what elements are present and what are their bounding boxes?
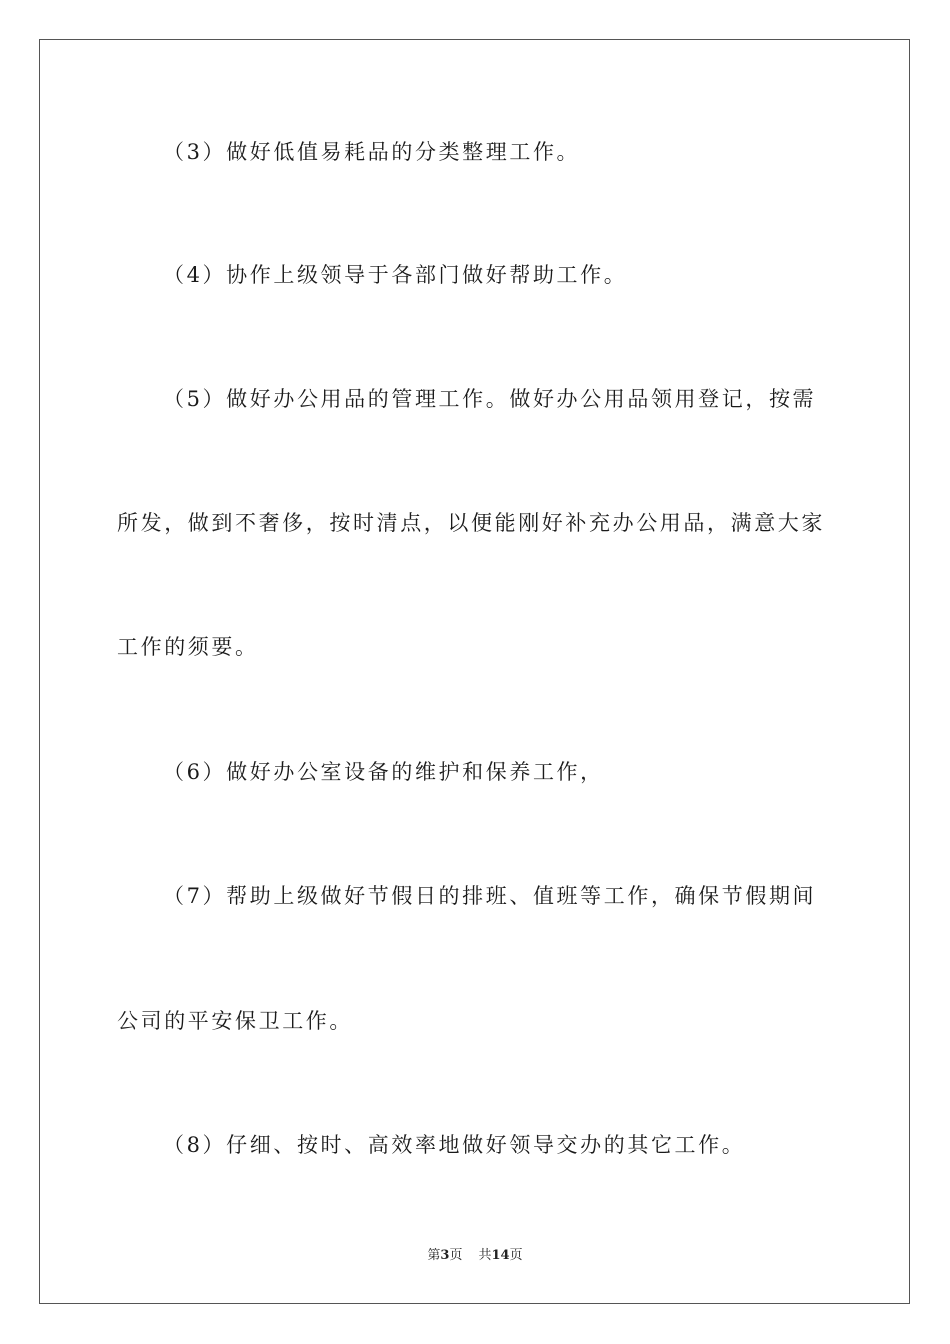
paragraph-item-8: （8）仔细、按时、高效率地做好领导交办的其它工作。 — [163, 1133, 746, 1157]
paragraph-item-5-line-3: 工作的须要。 — [117, 635, 259, 659]
paragraph-item-3: （3）做好低值易耗品的分类整理工作。 — [163, 140, 581, 164]
page-number: 3 — [440, 1248, 450, 1263]
paragraph-item-4: （4）协作上级领导于各部门做好帮助工作。 — [163, 263, 628, 287]
total-prefix: 共 — [478, 1248, 492, 1263]
total-suffix: 页 — [509, 1248, 523, 1263]
paragraph-item-7-line-1: （7）帮助上级做好节假日的排班、值班等工作，确保节假期间 — [163, 884, 817, 908]
paragraph-item-5-line-2: 所发，做到不奢侈，按时清点，以便能刚好补充办公用品，满意大家 — [117, 511, 825, 535]
paragraph-item-6: （6）做好办公室设备的维护和保养工作， — [163, 760, 604, 784]
paragraph-item-5-line-1: （5）做好办公用品的管理工作。做好办公用品领用登记，按需 — [163, 387, 817, 411]
page-suffix: 页 — [449, 1248, 463, 1263]
total-pages: 14 — [491, 1248, 510, 1263]
page-footer — [0, 1247, 950, 1265]
page-border — [39, 39, 910, 1304]
page-prefix: 第 — [427, 1248, 441, 1263]
paragraph-item-7-line-2: 公司的平安保卫工作。 — [117, 1009, 353, 1033]
